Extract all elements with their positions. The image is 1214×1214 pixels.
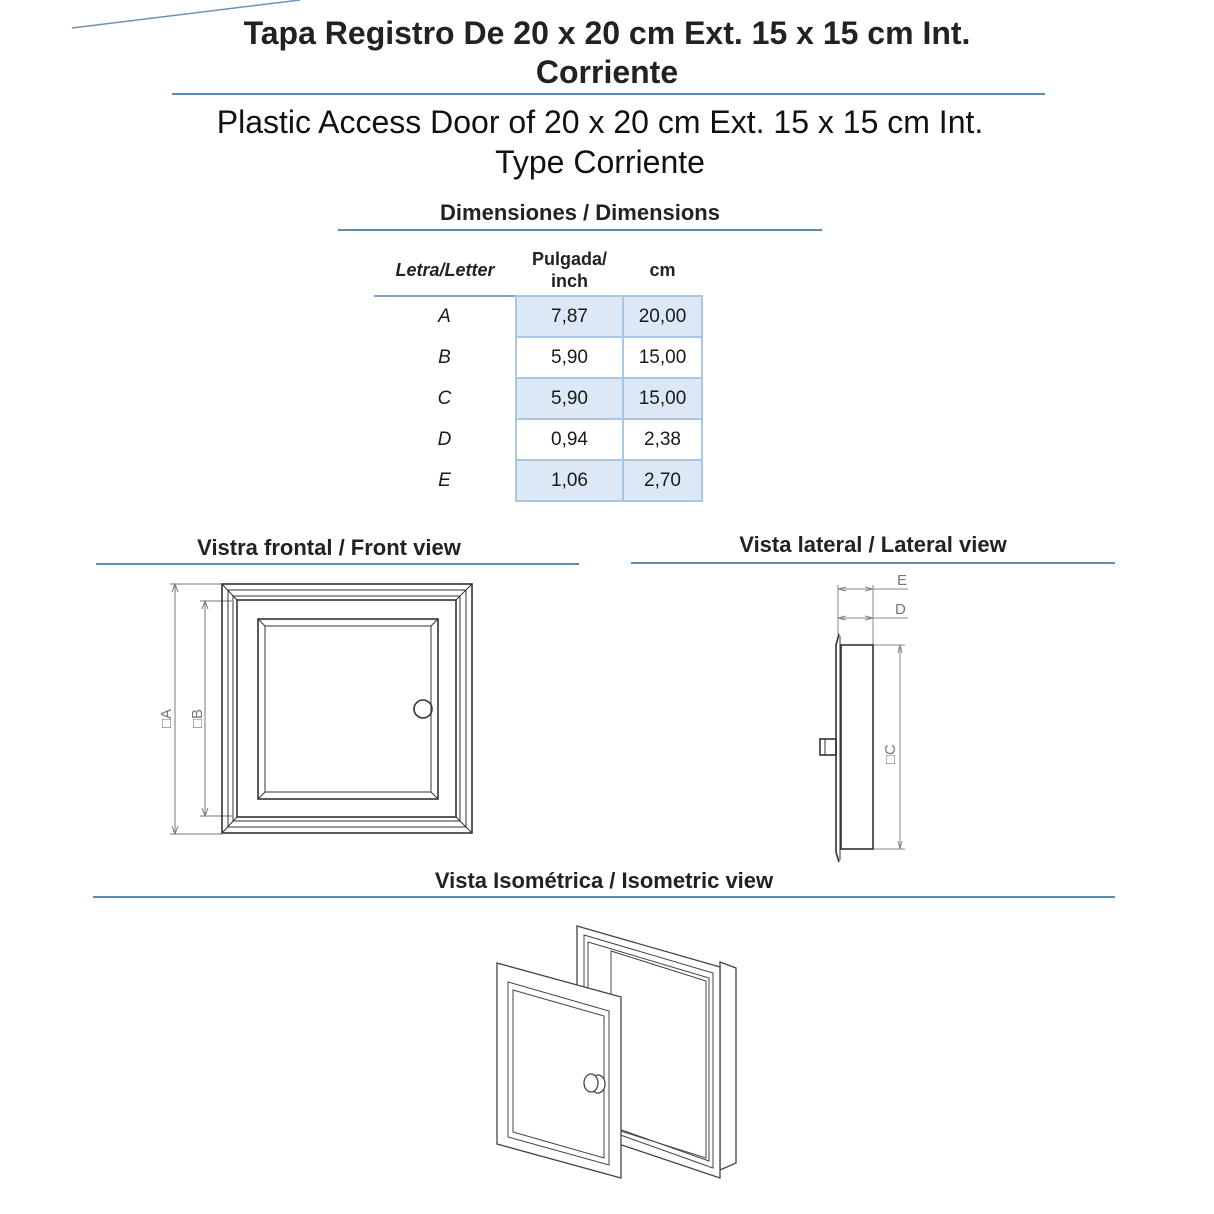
isometric-view-title: Vista Isométrica / Isometric view bbox=[434, 868, 774, 893]
title-english-line1: Plastic Access Door of 20 x 20 cm Ext. 15 x 15 cm Int. bbox=[216, 104, 984, 140]
column-header-inch bbox=[516, 245, 623, 296]
table-row bbox=[374, 460, 702, 501]
cell-cm: 2,38 bbox=[623, 419, 702, 460]
title-spanish-line1: Tapa Registro De 20 x 20 cm Ext. 15 x 15 cm Int. bbox=[243, 15, 971, 51]
divider-title bbox=[172, 93, 1045, 95]
table-row bbox=[374, 378, 702, 419]
cell-letter: D bbox=[437, 428, 452, 450]
cell-cm: 15,00 bbox=[623, 337, 702, 378]
dimensions-title: Dimensiones / Dimensions bbox=[440, 200, 720, 225]
front-view-label-b: □B bbox=[189, 708, 206, 728]
cell-inch: 7,87 bbox=[516, 296, 623, 337]
cell-letter: A bbox=[438, 306, 451, 327]
table-row bbox=[374, 296, 702, 337]
front-view-title: Vistra frontal / Front view bbox=[197, 535, 461, 560]
cell-inch: 5,90 bbox=[516, 337, 623, 378]
lateral-view-title: Vista lateral / Lateral view bbox=[739, 532, 1007, 557]
lateral-view-label-d: D bbox=[895, 601, 906, 618]
divider-lateral-view bbox=[631, 562, 1115, 564]
table-row bbox=[374, 337, 702, 378]
table-row bbox=[374, 419, 702, 460]
front-view-drawing bbox=[140, 575, 490, 845]
cell-inch: 0,94 bbox=[516, 419, 623, 460]
lateral-view-label-e: E bbox=[897, 572, 908, 589]
title-spanish-line2: Corriente bbox=[535, 54, 679, 90]
divider-front-view bbox=[96, 563, 579, 565]
isometric-view-drawing bbox=[480, 915, 760, 1185]
divider-dimensions bbox=[338, 229, 822, 231]
cell-inch: 5,90 bbox=[516, 378, 623, 419]
table-header-row bbox=[374, 245, 702, 296]
cell-cm: 20,00 bbox=[623, 296, 702, 337]
dimensions-table bbox=[374, 245, 703, 502]
column-header-cm: cm bbox=[649, 260, 676, 280]
column-header-inch-line1: Pulgada/ bbox=[531, 249, 607, 269]
cell-cm: 2,70 bbox=[623, 460, 702, 501]
title-spanish bbox=[0, 14, 1214, 92]
cell-letter: E bbox=[438, 469, 451, 491]
title-english-line2: Type Corriente bbox=[495, 144, 705, 180]
cell-inch: 1,06 bbox=[516, 460, 623, 501]
front-view-label-a: □A bbox=[158, 708, 175, 728]
column-header-letter: Letra/Letter bbox=[395, 260, 495, 280]
cell-letter: B bbox=[438, 346, 451, 368]
lateral-view-label-c: □C bbox=[882, 744, 899, 764]
column-header-inch-line2: inch bbox=[550, 271, 588, 291]
divider-isometric-view bbox=[93, 896, 1115, 898]
lateral-view-drawing bbox=[800, 565, 930, 870]
cell-letter: C bbox=[437, 387, 452, 409]
cell-cm: 15,00 bbox=[623, 378, 702, 419]
title-english bbox=[0, 102, 1200, 182]
